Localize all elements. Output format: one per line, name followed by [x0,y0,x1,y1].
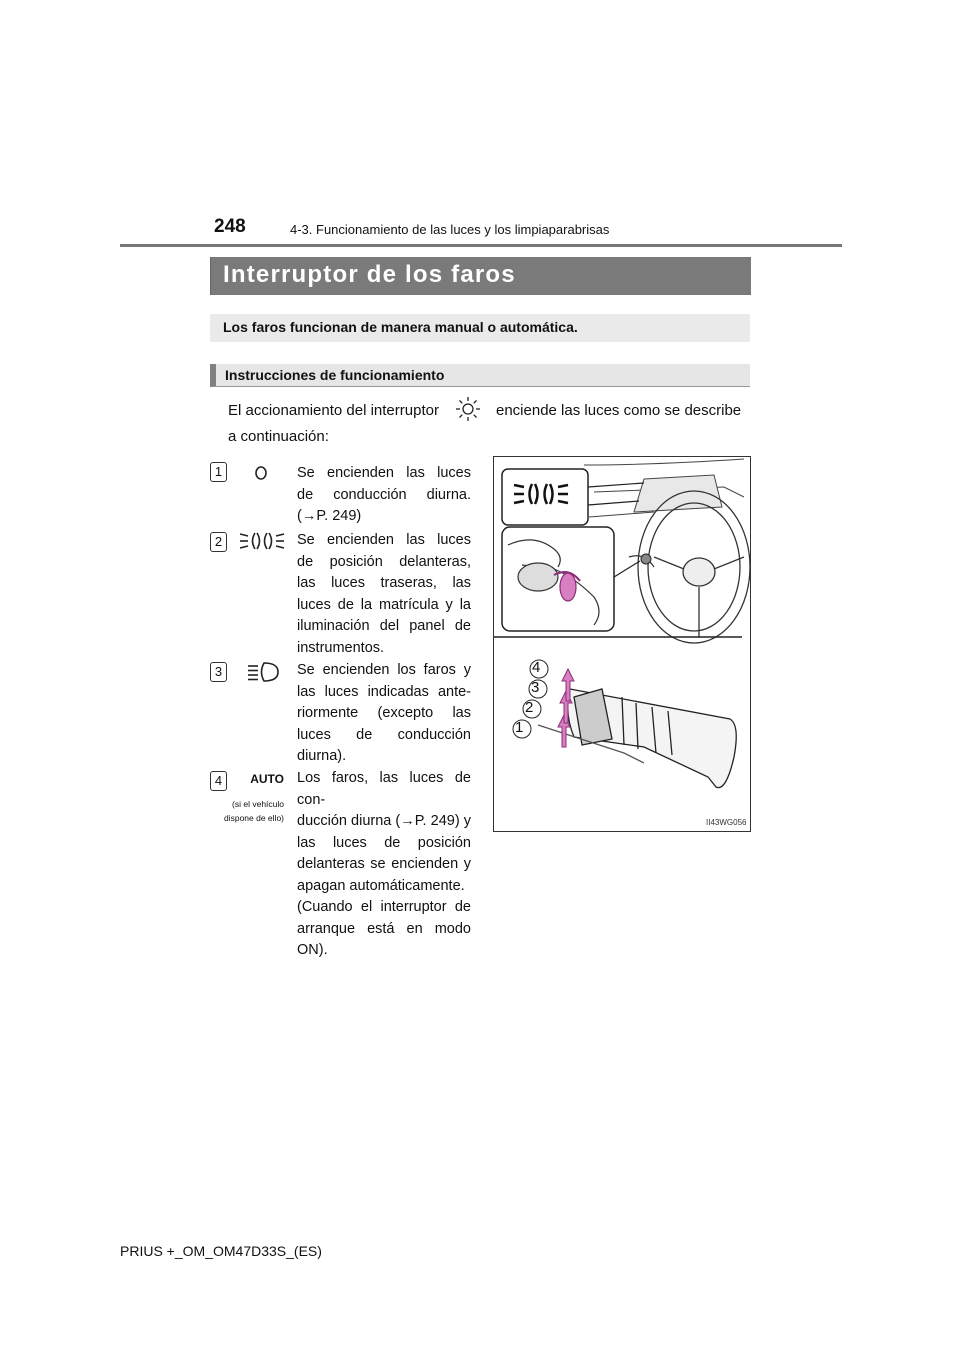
item-1-line: Se encienden las luces [297,465,471,481]
illustration-drawing [494,457,750,831]
item-description-1 [297,463,471,528]
title-bar [210,257,751,295]
item-3-line: las luces indicadas ante- [297,683,471,700]
item-2-line: instrumentos. [297,639,385,656]
item-2-line: Se encienden las luces [297,532,471,548]
callout-3: 3 [531,679,540,696]
subsection-bar [210,364,750,387]
item-description-4 [297,768,471,962]
auto-note-line: (si el vehículo [232,799,284,809]
item-2-line: las luces traseras, las [297,575,471,591]
footer-doc-id: PRIUS +_OM_OM47D33S_(ES) [120,1243,322,1259]
item-3-line: riormente (excepto las [297,705,471,721]
steering-wheel [638,491,750,643]
auto-label: AUTO [250,772,284,786]
headlight-icon [246,661,280,683]
item-3-line: Se encienden los faros y [297,662,471,678]
item-4-line: delanteras se encienden y [297,856,471,872]
summary-text: Los faros funcionan de manera manual o automática. [223,319,578,335]
item-1-line: (→P. 249) [297,508,362,524]
item-description-2 [297,530,471,659]
parking-lights-icon [238,530,286,552]
callout-1: 1 [515,719,524,736]
item-4-line: arranque está en modo [297,920,471,937]
drl-icon [252,464,270,482]
item-number-4: 4 [210,771,227,791]
item-2-line: de posición delanteras, [297,553,471,570]
item-1-line: de conducción diurna. [297,486,471,503]
item-number-1: 1 [210,462,227,482]
summary-box [210,314,750,342]
figure-code: II43WG056 [706,818,747,827]
item-4-line: ON). [297,942,328,958]
item-4-line: (Cuando el interruptor de [297,899,471,915]
item-2-line: iluminación del panel de [297,618,471,634]
auto-note-line: dispone de ello) [223,813,284,823]
subsection-title: Instrucciones de funcionamiento [225,367,445,383]
intro-part3: a continuación: [228,428,329,445]
intro-part2: enciende las luces como se describe [496,402,742,419]
light-switch-icon [454,395,482,423]
item-description-3 [297,660,471,768]
section-header: 4-3. Funcionamiento de las luces y los limpiaparabrisas [290,222,610,237]
header-rule [120,244,842,247]
page-number: 248 [214,216,246,237]
item-4-line: Los faros, las luces de con- [297,770,471,808]
item-3-line: luces de conducción [297,726,471,743]
item-2-line: luces de la matrícula y la [297,596,471,613]
callout-2: 2 [525,699,534,716]
item-number-2: 2 [210,532,227,552]
item-3-line: diurna). [297,748,347,764]
auto-availability-note [200,797,284,825]
intro-part1: El accionamiento del interruptor [228,402,439,419]
item-4-line: apagan automáticamente. [297,877,465,894]
headlight-switch-illustration [493,456,751,832]
callout-4: 4 [532,659,541,676]
item-number-3: 3 [210,662,227,682]
page-title: Interruptor de los faros [223,261,516,288]
item-4-line: ducción diurna (→P. 249) y [297,813,471,829]
item-4-line: las luces de posición [297,834,471,851]
